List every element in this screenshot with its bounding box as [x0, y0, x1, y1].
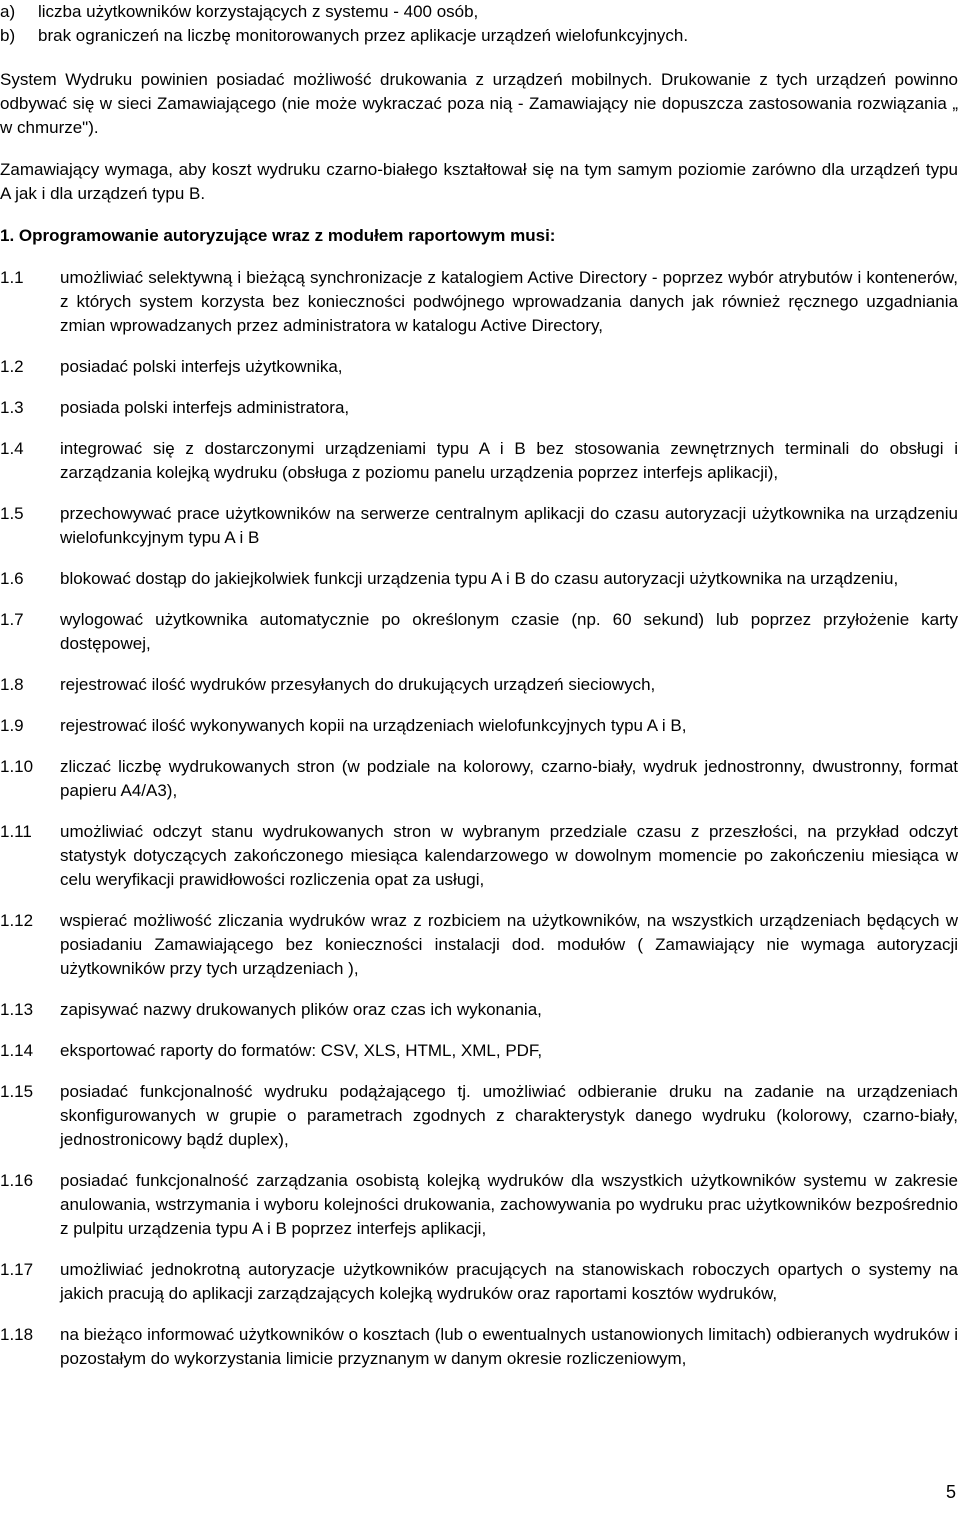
requirement-text: posiadać funkcjonalność wydruku podążającego tj. umożliwiać odbieranie druku na zadanie na urządzeniach skonfigurowanych w grupie o parametrach zgodnych z charakterystyk danego wydruku (kolorowy, czarno-biały, jednostronicowy bądź duplex),: [60, 1082, 958, 1149]
requirement-item: [0, 1323, 958, 1371]
requirement-text: eksportować raporty do formatów: CSV, XLS, HTML, XML, PDF,: [60, 1041, 543, 1060]
requirement-item: [0, 1080, 958, 1152]
requirement-text: zapisywać nazwy drukowanych plików oraz czas ich wykonania,: [60, 1000, 542, 1019]
requirement-text: wspierać możliwość zliczania wydruków wraz z rozbiciem na użytkowników, na wszystkich urządzeniach będących w posiadaniu Zamawiającego bez konieczności instalacji dod. modułów ( Zamawiający nie wymaga autoryzacji użytkowników przy tych urządzeniach ),: [60, 911, 958, 978]
requirement-number: 1.12: [0, 911, 34, 930]
requirement-item: [0, 567, 958, 591]
requirements-list: [0, 266, 958, 1371]
list-item-marker: a): [0, 2, 16, 21]
requirement-number: 1.15: [0, 1082, 34, 1101]
requirement-text: umożliwiać odczyt stanu wydrukowanych stron w wybranym przedziale czasu z przeszłości, na przykład odczyt statystyk dotyczących zakończonego miesiąca kalendarzowego w dowolnym momencie po zakończeniu miesiąca w celu weryfikacji prawidłowości rozliczenia opat za usługi,: [60, 822, 958, 889]
requirement-item: [0, 714, 958, 738]
requirement-text: blokować dostąp do jakiejkolwiek funkcji urządzenia typu A i B do czasu autoryzacji użytkownika na urządzeniu,: [60, 569, 899, 588]
requirement-item: [0, 673, 958, 697]
alpha-list: [0, 0, 958, 48]
list-item: [0, 24, 958, 48]
requirement-item: [0, 502, 958, 550]
requirement-number: 1.3: [0, 398, 24, 417]
requirement-text: wylogować użytkownika automatycznie po określonym czasie (np. 60 sekund) lub poprzez przyłożenie karty dostępowej,: [60, 610, 958, 653]
requirement-number: 1.11: [0, 822, 32, 841]
requirement-text: zliczać liczbę wydrukowanych stron (w podziale na kolorowy, czarno-biały, wydruk jednostronny, dwustronny, format papieru A4/A3),: [60, 757, 958, 800]
requirement-number: 1.4: [0, 439, 24, 458]
list-item-marker: b): [0, 26, 16, 45]
requirement-item: [0, 755, 958, 803]
requirement-number: 1.16: [0, 1171, 34, 1190]
requirement-number: 1.10: [0, 757, 34, 776]
requirement-item: [0, 608, 958, 656]
requirement-text: integrować się z dostarczonymi urządzeniami typu A i B bez stosowania zewnętrznych terminali do obsługi i zarządzania kolejką wydruku (obsługa z poziomu panelu urządzenia poprzez interfejs aplikacji),: [60, 439, 958, 482]
spacer: [0, 248, 958, 266]
requirement-item: [0, 820, 958, 892]
requirement-item: [0, 1258, 958, 1306]
requirement-number: 1.7: [0, 610, 24, 629]
requirement-number: 1.14: [0, 1041, 34, 1060]
requirement-item: [0, 909, 958, 981]
requirement-item: [0, 1169, 958, 1241]
requirement-number: 1.18: [0, 1325, 34, 1344]
list-item: [0, 0, 958, 24]
requirement-number: 1.9: [0, 716, 24, 735]
requirement-item: [0, 355, 958, 379]
requirement-item: [0, 437, 958, 485]
requirement-text: posiadać funkcjonalność zarządzania osobistą kolejką wydruków dla wszystkich użytkowników systemu w zakresie anulowania, wstrzymania i wyboru kolejności drukowania, zachowywania po wydruku prac użytkowników bezpośrednio z pulpitu urządzenia typu A i B poprzez interfejs aplikacji,: [60, 1171, 958, 1238]
requirement-number: 1.2: [0, 357, 24, 376]
requirement-text: rejestrować ilość wykonywanych kopii na urządzeniach wielofunkcyjnych typu A i B,: [60, 716, 687, 735]
requirement-text: rejestrować ilość wydruków przesyłanych do drukujących urządzeń sieciowych,: [60, 675, 656, 694]
requirement-item: [0, 1039, 958, 1063]
spacer: [0, 206, 958, 224]
requirement-number: 1.13: [0, 1000, 34, 1019]
requirement-text: umożliwiać jednokrotną autoryzacje użytkowników pracujących na stanowiskach roboczych opartych o systemy na jakich pracują do aplikacji zarządzających kolejką wydruków oraz raportami kosztów wydruków,: [60, 1260, 958, 1303]
list-item-text: brak ograniczeń na liczbę monitorowanych przez aplikacje urządzeń wielofunkcyjnych.: [38, 26, 689, 45]
requirement-number: 1.8: [0, 675, 24, 694]
spacer: [0, 48, 958, 68]
paragraph-print-cost: Zamawiający wymaga, aby koszt wydruku czarno-białego kształtował się na tym samym poziomie zarówno dla urządzeń typu A jak i dla urządzeń typu B.: [0, 160, 958, 203]
requirement-number: 1.5: [0, 504, 24, 523]
requirement-text: przechowywać prace użytkowników na serwerze centralnym aplikacji do czasu autoryzacji użytkownika na urządzeniu wielofunkcyjnym typu A i B: [60, 504, 958, 547]
requirement-number: 1.1: [0, 268, 24, 287]
spacer: [0, 140, 958, 158]
paragraph-mobile-printing: System Wydruku powinien posiadać możliwość drukowania z urządzeń mobilnych. Drukowanie z tych urządzeń powinno odbywać się w sieci Zamawiającego (nie może wykraczać poza nią - Zamawiający nie dopuszcza zastosowania rozwiązania „ w chmurze").: [0, 70, 958, 137]
requirement-text: na bieżąco informować użytkowników o kosztach (lub o ewentualnych ustanowionych limitach) odbieranych wydruków i pozostałym do wykorzystania limicie przyznanym w danym okresie rozliczeniowym,: [60, 1325, 958, 1368]
requirement-item: [0, 266, 958, 338]
page-number: 5: [945, 1482, 956, 1502]
requirement-item: [0, 396, 958, 420]
requirement-text: posiada polski interfejs administratora,: [60, 398, 350, 417]
requirement-item: [0, 998, 958, 1022]
section-heading: 1. Oprogramowanie autoryzujące wraz z modułem raportowym musi:: [0, 226, 556, 245]
requirement-text: umożliwiać selektywną i bieżącą synchronizacje z katalogiem Active Directory - poprzez wybór atrybutów i kontenerów, z których system korzysta bez konieczności podwójnego wprowadzania danych jak również ręcznego uzgadniania zmian wprowadzanych przez administratora w katalogu Active Directory,: [60, 268, 958, 335]
requirement-number: 1.6: [0, 569, 24, 588]
requirement-number: 1.17: [0, 1260, 34, 1279]
list-item-text: liczba użytkowników korzystających z systemu - 400 osób,: [38, 2, 479, 21]
requirement-text: posiadać polski interfejs użytkownika,: [60, 357, 343, 376]
